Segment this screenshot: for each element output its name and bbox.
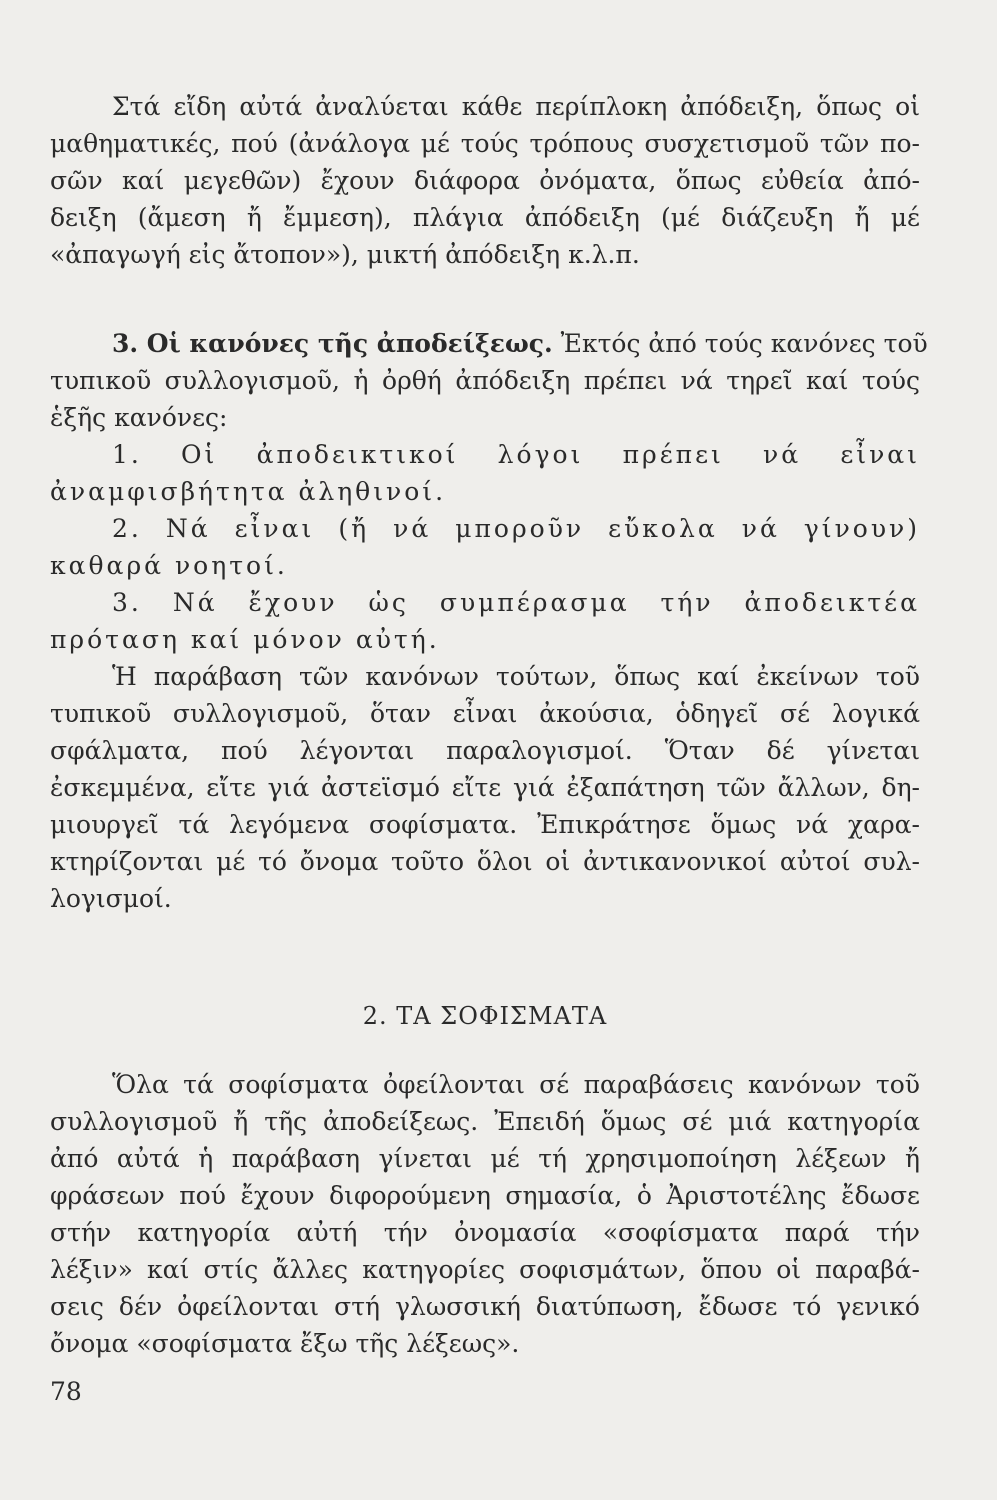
text-line: στήν κατηγορία αὐτή τήν ὀνομασία «σοφίσματα παρά τήν <box>50 1218 920 1247</box>
text-line <box>50 325 928 362</box>
rules-list <box>50 436 920 658</box>
text-line: λογισμοί. <box>50 884 172 913</box>
text-line: ἑξῆς κανόνες: <box>50 403 228 432</box>
chapter-heading: 2. ΤΑ ΣΟΦΙΣΜΑΤΑ <box>362 1002 608 1030</box>
text-span: Ἐκτός ἀπό τούς κανόνες τοῦ <box>560 329 928 358</box>
rule-2-line: 2. Νά εἶναι (ἤ νά μποροῦν εὔκολα νά γίνουν) <box>112 514 920 543</box>
text-line: Ὅλα τά σοφίσματα ὀφείλονται σέ παραβάσεις κανόνων τοῦ <box>112 1070 920 1099</box>
page-number: 78 <box>50 1377 82 1406</box>
text-line: μιουργεῖ τά λεγόμενα σοφίσματα. Ἐπικράτησε ὅμως νά χαρα- <box>50 810 920 839</box>
rule-2-line: καθαρά νοητοί. <box>50 551 288 580</box>
text-line: σῶν καί μεγεθῶν) ἔχουν διάφορα ὀνόματα, ὅπως εὐθεία ἀπό- <box>50 166 920 195</box>
text-line: λέξιν» καί στίς ἄλλες κατηγορίες σοφισμάτων, ὅπου οἱ παραβά- <box>50 1255 920 1284</box>
text-line: σφάλματα, πού λέγονται παραλογισμοί. Ὅταν δέ γίνεται <box>50 736 920 765</box>
text-line: Στά εἴδη αὐτά ἀναλύεται κάθε περίπλοκη ἀπόδειξη, ὅπως οἱ <box>112 92 920 121</box>
text-line: κτηρίζονται μέ τό ὄνομα τοῦτο ὅλοι οἱ ἀντικανονικοί αὐτοί συλ- <box>50 847 920 876</box>
rule-1-line: 1. Οἱ ἀποδεικτικοί λόγοι πρέπει νά εἶναι <box>112 440 920 469</box>
text-line: μαθηματικές, πού (ἀνάλογα μέ τούς τρόπους συσχετισμοῦ τῶν πο- <box>50 129 920 158</box>
text-line: σεις δέν ὀφείλονται στή γλωσσική διατύπωση, ἔδωσε τό γενικό <box>50 1292 920 1321</box>
text-line: δειξη (ἄμεση ἤ ἔμμεση), πλάγια ἀπόδειξη (μέ διάζευξη ἤ μέ <box>50 203 920 232</box>
text-line: τυπικοῦ συλλογισμοῦ, ὅταν εἶναι ἀκούσια, ὁδηγεῖ σέ λογικά <box>50 699 920 728</box>
paragraph-proof-types <box>50 88 920 273</box>
rule-3-line: 3. Νά ἔχουν ὡς συμπέρασμα τήν ἀποδεικτέα <box>112 588 920 617</box>
text-line: φράσεων πού ἔχουν διφορούμενη σημασία, ὁ Ἀριστοτέλης ἔδωσε <box>50 1181 920 1210</box>
paragraph-rules-of-proof <box>50 325 928 436</box>
text-line: Ἡ παράβαση τῶν κανόνων τούτων, ὅπως καί ἐκείνων τοῦ <box>112 662 920 691</box>
text-line: ἀπό αὐτά ἡ παράβαση γίνεται μέ τή χρησιμοποίηση λέξεων ἤ <box>50 1144 920 1173</box>
paragraph-sophisms <box>50 1066 920 1362</box>
text-line: ἐσκεμμένα, εἴτε γιά ἀστεϊσμό εἴτε γιά ἐξαπάτηση τῶν ἄλλων, δη- <box>50 773 920 802</box>
paragraph-fallacies <box>50 658 920 917</box>
text-line: τυπικοῦ συλλογισμοῦ, ἡ ὀρθή ἀπόδειξη πρέπει νά τηρεῖ καί τούς <box>50 366 920 395</box>
text-line: ὄνομα «σοφίσματα ἔξω τῆς λέξεως». <box>50 1329 520 1358</box>
section-heading: 3. Οἱ κανόνες τῆς ἀποδείξεως. <box>112 329 553 358</box>
rule-3-line: πρόταση καί μόνον αὐτή. <box>50 625 440 654</box>
text-line: συλλογισμοῦ ἤ τῆς ἀποδείξεως. Ἐπειδή ὅμως σέ μιά κατηγορία <box>50 1107 920 1136</box>
rule-1-line: ἀναμφισβήτητα ἀληθινοί. <box>50 477 447 506</box>
text-line: «ἀπαγωγή εἰς ἄτοπον»), μικτή ἀπόδειξη κ.λ.π. <box>50 240 640 269</box>
